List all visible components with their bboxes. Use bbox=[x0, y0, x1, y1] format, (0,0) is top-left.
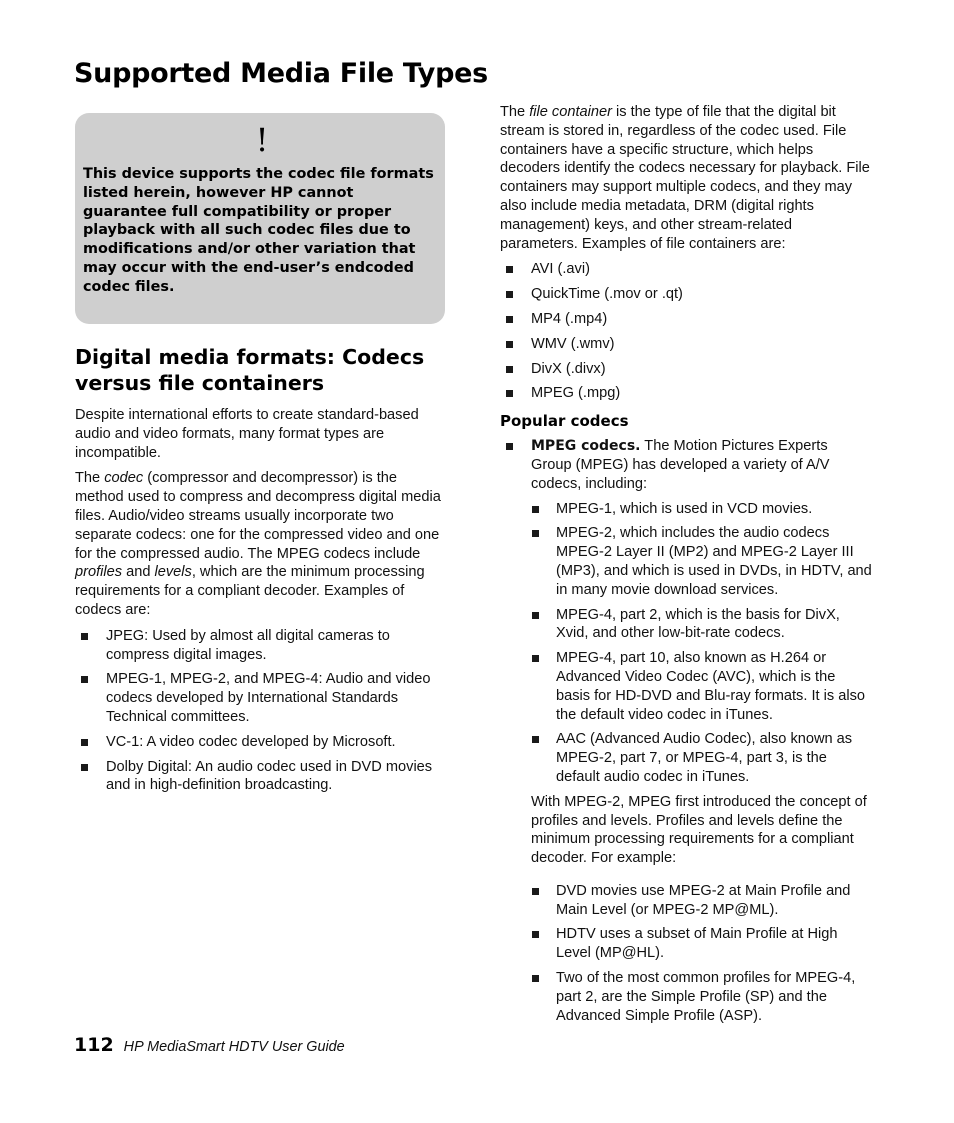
page-number: 112 bbox=[74, 1034, 114, 1056]
exclamation-icon: ! bbox=[255, 121, 269, 159]
list-item: DivX (.divx) bbox=[500, 360, 872, 379]
list-item: QuickTime (.mov or .qt) bbox=[500, 285, 872, 304]
list-item: MPEG-4, part 2, which is the basis for DivX, Xvid, and other low-bit-rate codecs. bbox=[531, 606, 872, 644]
term-file-container: file container bbox=[529, 104, 612, 120]
list-item: AAC (Advanced Audio Codec), also known as MPEG-2, part 7, or MPEG-4, part 3, is the default audio codec in iTunes. bbox=[531, 730, 872, 786]
intro-paragraph: Despite international efforts to create standard-based audio and video formats, many format types are incompatible. bbox=[75, 407, 419, 461]
mpeg-sublist bbox=[531, 500, 872, 787]
right-column bbox=[500, 103, 872, 1031]
list-item: MPEG-1, MPEG-2, and MPEG-4: Audio and video codecs developed by International Standards Technical committees. bbox=[75, 670, 445, 726]
list-item: Dolby Digital: An audio codec used in DVD movies and in high-definition broadcasting. bbox=[75, 758, 445, 796]
codec-examples-list bbox=[75, 627, 445, 795]
list-item: VC-1: A video codec developed by Microsoft. bbox=[75, 733, 445, 752]
list-item: MP4 (.mp4) bbox=[500, 310, 872, 329]
popular-codecs-heading: Popular codecs bbox=[500, 412, 629, 431]
guide-title: HP MediaSmart HDTV User Guide bbox=[123, 1039, 345, 1055]
list-item: MPEG-1, which is used in VCD movies. bbox=[531, 500, 872, 519]
list-item: MPEG-4, part 10, also known as H.264 or Advanced Video Codec (AVC), which is the basis for HD-DVD and Blu-ray formats. It is also the default video codec in iTunes. bbox=[531, 649, 872, 724]
list-item: AVI (.avi) bbox=[500, 260, 872, 279]
profile-examples-list bbox=[531, 882, 872, 1026]
notice-text: This device supports the codec file formats listed herein, however HP cannot guarantee full compatibility or proper playback with all such codec files due to modifications and/or other variation that may occur with the end-user’s endcoded codec files. bbox=[83, 166, 434, 295]
list-item: JPEG: Used by almost all digital cameras to compress digital images. bbox=[75, 627, 445, 665]
term-levels: levels bbox=[154, 564, 192, 581]
page-title: Supported Media File Types bbox=[74, 58, 488, 89]
profiles-paragraph: With MPEG-2, MPEG first introduced the concept of profiles and levels. Profiles and levels define the minimum processing requirements for a compliant decoder. For example: bbox=[531, 793, 867, 867]
list-item: MPEG (.mpg) bbox=[500, 384, 872, 403]
list-item-mpeg-codecs: MPEG codecs. The Motion Pictures Experts Group (MPEG) has developed a variety of A/V codecs, including: bbox=[500, 437, 872, 493]
left-column bbox=[75, 113, 445, 801]
container-list bbox=[500, 260, 872, 403]
page-footer bbox=[74, 1034, 345, 1056]
popular-codecs-list bbox=[500, 437, 872, 493]
list-item: MPEG-2, which includes the audio codecs MPEG-2 Layer II (MP2) and MPEG-2 Layer III (MP3), and which is used in DVDs, in HDTV, and in many movie download services. bbox=[531, 524, 872, 599]
term-codec: codec bbox=[104, 470, 144, 487]
list-item: DVD movies use MPEG-2 at Main Profile and Main Level (or MPEG-2 MP@ML). bbox=[531, 882, 872, 920]
container-paragraph: The file container is the type of file that the digital bit stream is stored in, regardless of the codec used. File containers have a specific structure, which helps decoders identify the codecs necessary for playback. File containers may support multiple codecs, and they may also include media metadata, DRM (digital rights management) keys, and other stream-related parameters. Examples of file containers are: bbox=[500, 104, 870, 252]
list-item: WMV (.wmv) bbox=[500, 335, 872, 354]
list-item: Two of the most common profiles for MPEG-4, part 2, are the Simple Profile (SP) and the Advanced Simple Profile (ASP). bbox=[531, 969, 872, 1025]
term-profiles: profiles bbox=[75, 564, 123, 581]
notice-box bbox=[75, 113, 445, 324]
mpeg-codecs-label: MPEG codecs. bbox=[531, 438, 641, 455]
section-heading-codecs: Digital media formats: Codecs versus file containers bbox=[75, 345, 425, 395]
codec-paragraph: The codec (compressor and decompressor) is the method used to compress and decompress digital media files. Audio/video streams usually incorporate two separate codecs: one for the compressed video and one for the compressed audio. The MPEG codecs include profiles and levels, which are the minimum processing requirements for a compliant decoder. Examples of codecs are: bbox=[75, 470, 441, 618]
list-item: HDTV uses a subset of Main Profile at High Level (MP@HL). bbox=[531, 925, 872, 963]
